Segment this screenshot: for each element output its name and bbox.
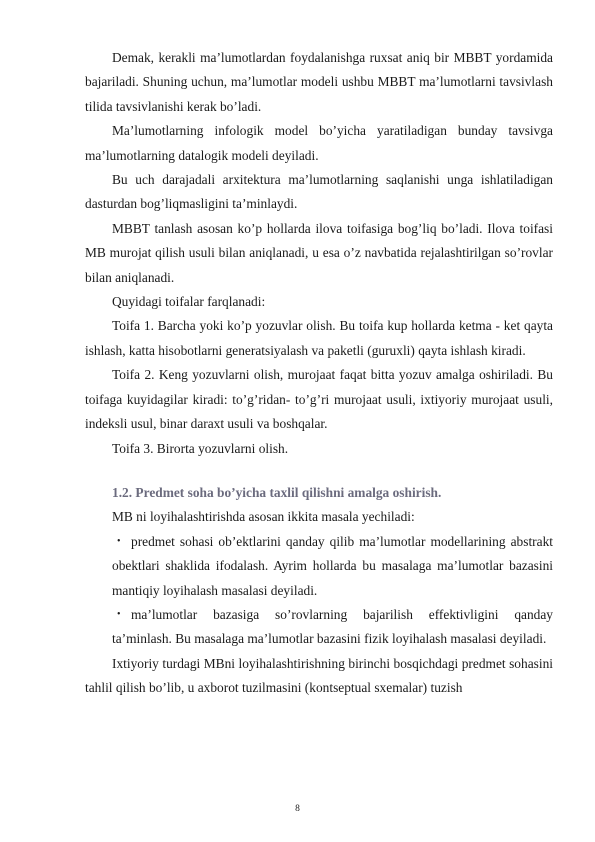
- paragraph-category-1: Toifa 1. Barcha yoki ko’p yozuvlar olish. Bu toifa kup hollarda ketma - ket qayta ishlash, katta hisobotlarni generatsiyalash va paketli (guruxli) qayta ishlash kiradi.: [85, 318, 553, 358]
- bullet-icon: •: [117, 608, 121, 620]
- paragraph-mbbt-selection: MBBT tanlash asosan ko’p hollarda ilova toifasiga bog’liq bo’ladi. Ilova toifasi MB murojat qilish usuli bilan aniqlanadi, u esa o’z navbatida rejalashtirilgan so’rovlar bilan aniqlanadi.: [85, 220, 553, 285]
- paragraph-category-2: Toifa 2. Keng yozuvlarni olish, murojaat faqat bitta yozuv amalga oshiriladi. Bu toifaga kuyidagilar kiradi: to’g’ridan- to’g’ri murojaat usuli, ixtiyoriy murojaat usuli, indeksli usul, binar daraxt usuli va boshqalar.: [85, 367, 553, 432]
- task-list: [85, 530, 553, 652]
- bullet-icon: •: [117, 535, 121, 547]
- list-item: [112, 530, 553, 603]
- paragraph-closing: Ixtiyoriy turdagi MBni loyihalashtirishning birinchi bosqichdagi predmet sohasini tahlil qilish bo’lib, u axborot tuzilmasini (kontseptual sxemalar) tuzish: [85, 655, 553, 696]
- document-page: [85, 46, 553, 701]
- paragraph-category-3: Toifa 3. Birorta yozuvlarni olish.: [112, 440, 289, 456]
- paragraph-mbbt-access: Demak, kerakli ma’lumotlardan foydalanishga ruxsat aniq bir MBBT yordamida bajariladi. Shuning uchun, ma’lumotlar modeli ushbu MBBT ma’lumotlarni tavsivlash tilida tavsivlanishi kerak bo’ladi.: [85, 50, 553, 114]
- list-item-text: ma’lumotlar bazasiga so’rovlarning bajarilish effektivligini qanday ta’minlash. Bu masalaga ma’lumotlar bazasini fizik loyihalash masalasi deyiladi.: [112, 606, 553, 647]
- section-heading: 1.2. Predmet soha bo’yicha taxlil qilishni amalga oshirish.: [112, 484, 442, 500]
- paragraph-design-tasks-intro: MB ni loyihalashtirishda asosan ikkita masala yechiladi:: [112, 509, 415, 525]
- page-number: 8: [295, 804, 300, 814]
- paragraph-datalogic-model: Ma’lumotlarning infologik model bo’yicha yaratiladigan bunday tavsivga ma’lumotlarning datalogik modeli deyiladi.: [85, 123, 553, 163]
- paragraph-categories-intro: Quyidagi toifalar farqlanadi:: [112, 294, 266, 310]
- paragraph-three-level-architecture: Bu uch darajadali arxitektura ma’lumotlarning saqlanishi unga ishlatiladigan dasturdan bog’liqmasligini ta’minlaydi.: [85, 172, 553, 212]
- list-item: [112, 603, 553, 652]
- list-item-text: predmet sohasi ob’ektlarini qanday qilib ma’lumotlar modellarining abstrakt obektlari shaklida ifodalash. Ayrim hollarda bu masalaga ma’lumotlar bazasini mantiqiy loyihalash masalasi deyiladi.: [112, 533, 553, 598]
